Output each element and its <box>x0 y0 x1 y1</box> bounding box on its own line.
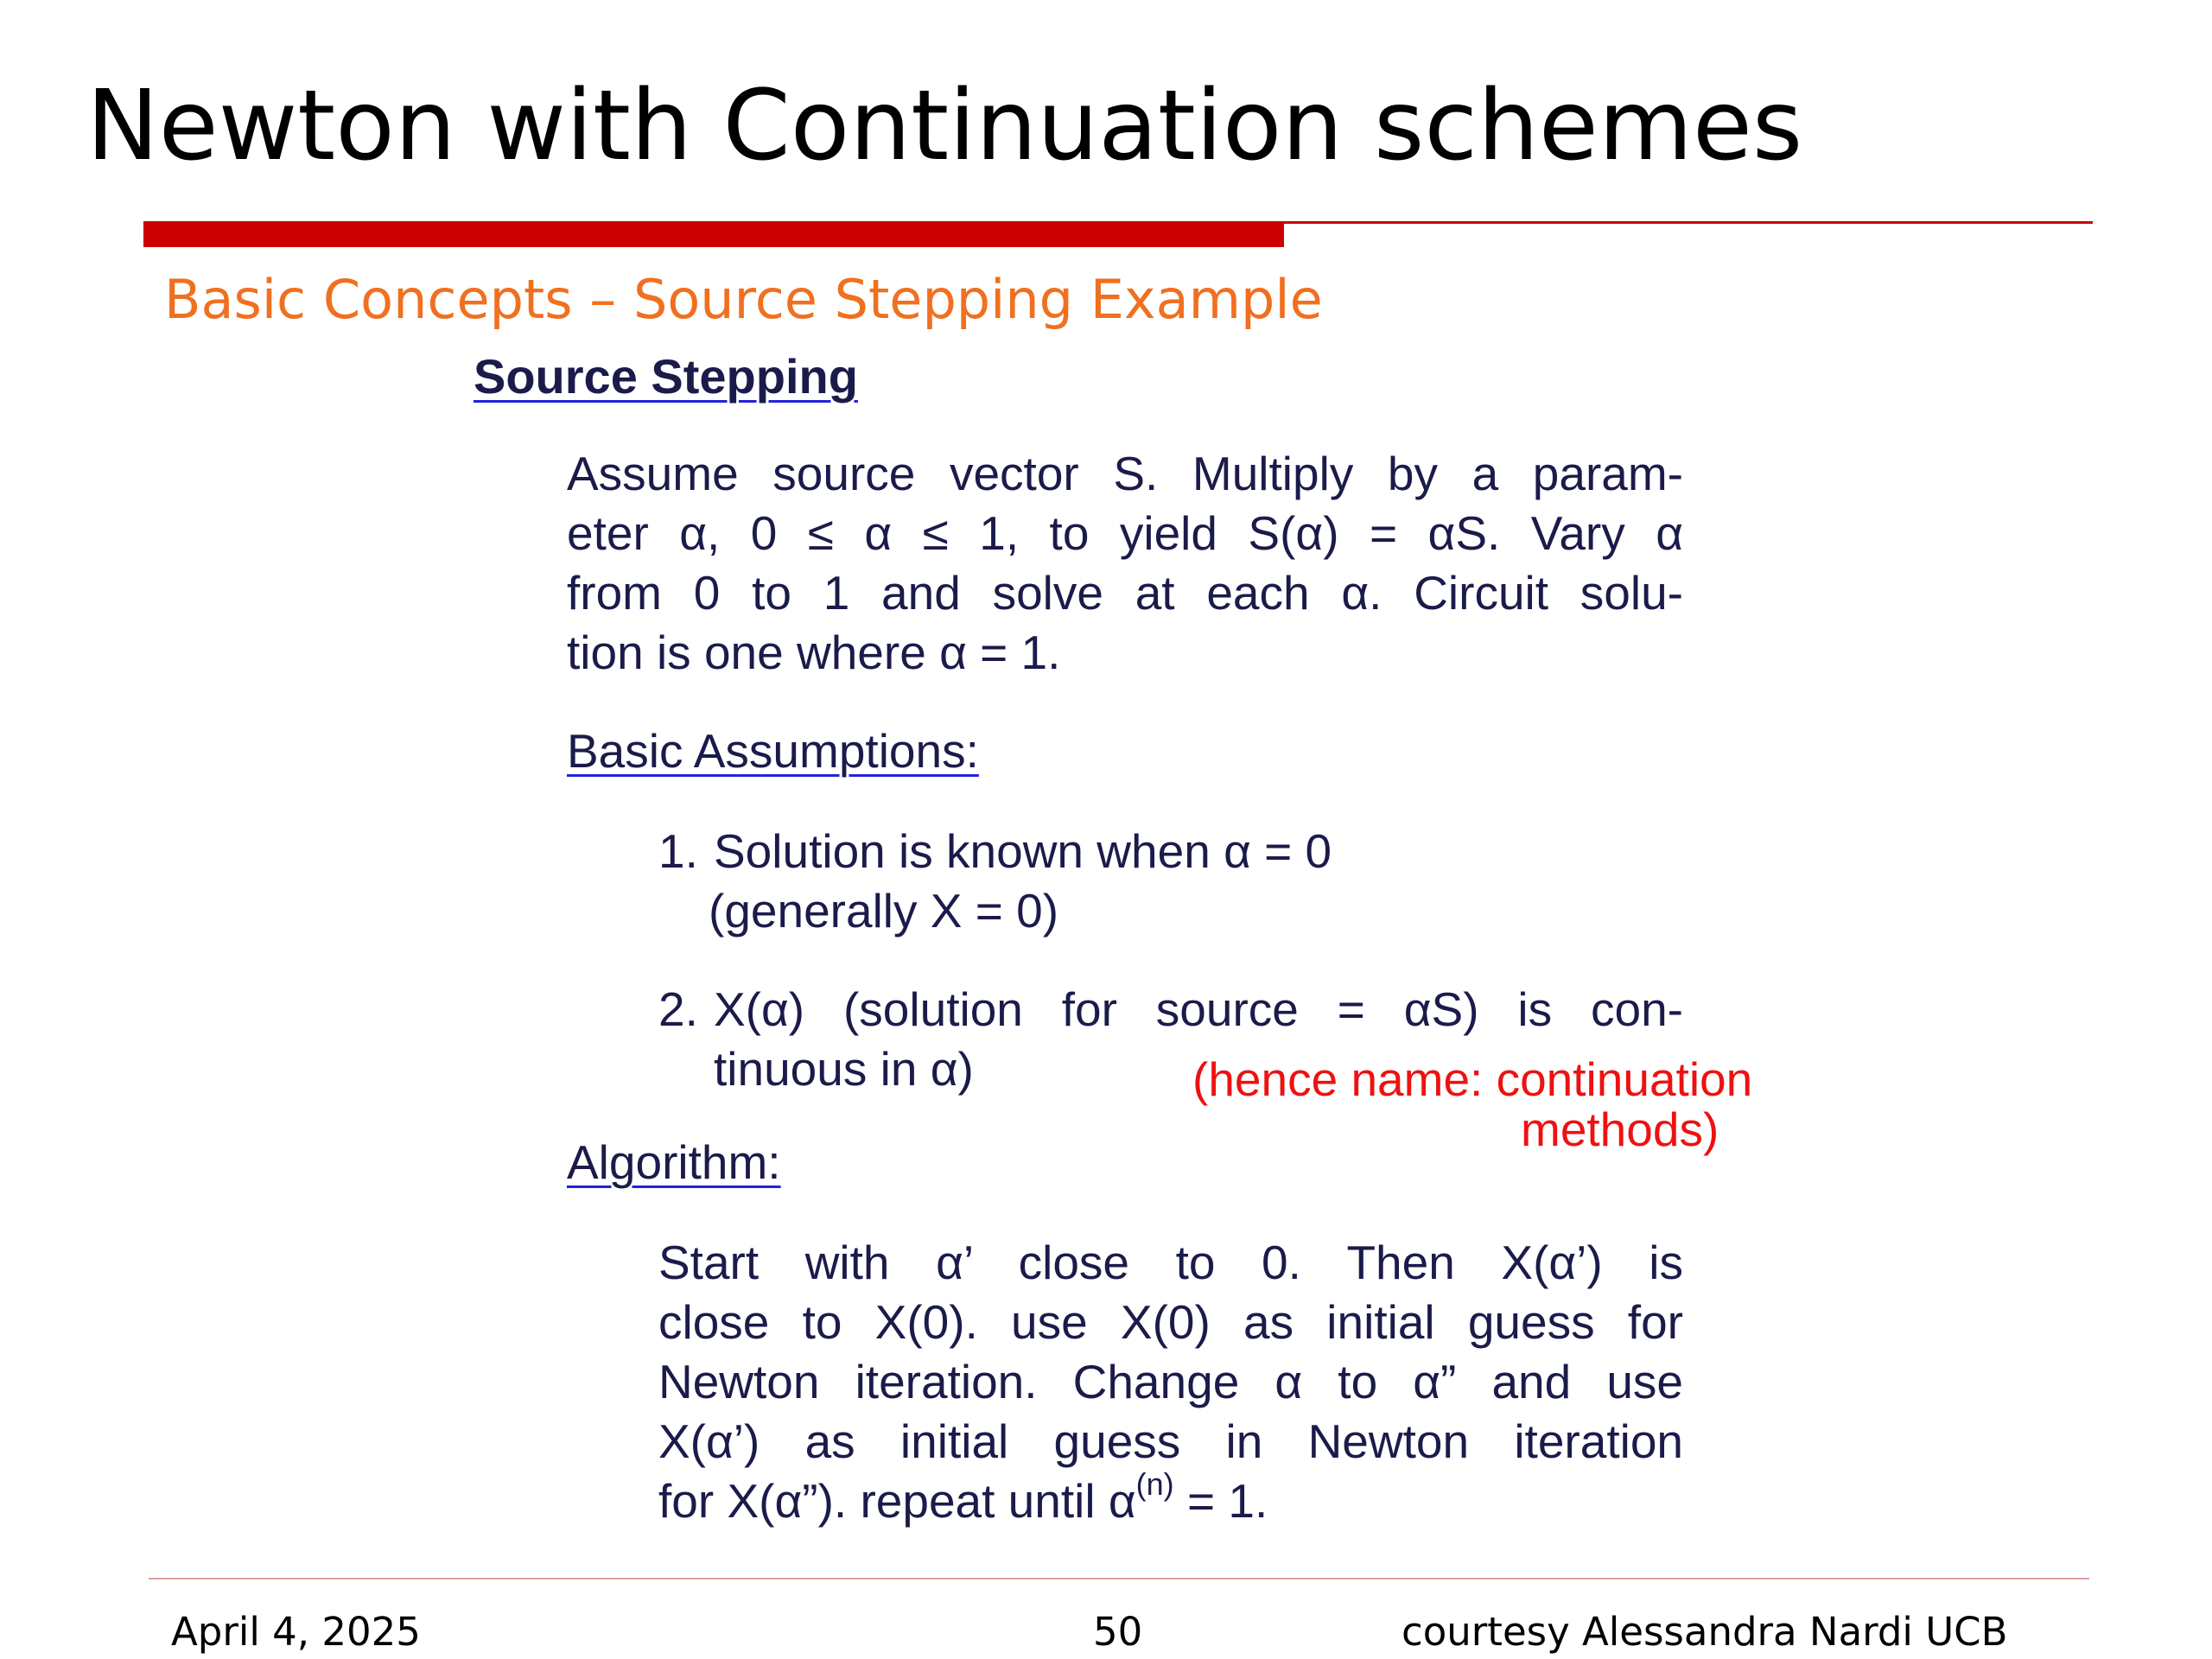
basic-assumptions-heading: Basic Assumptions: <box>567 724 979 778</box>
assumption-item-1 <box>658 822 1683 943</box>
footer-credit: courtesy Alessandra Nardi UCB <box>1402 1609 2008 1655</box>
algorithm-heading: Algorithm: <box>567 1135 781 1189</box>
assumption-text <box>709 822 1578 941</box>
assumption-line: Solution is known when α = 0 <box>714 824 1332 878</box>
paragraph-line: eter α, 0 ≤ α ≤ 1, to yield S(α) = αS. Vary α <box>567 506 1683 560</box>
source-stepping-paragraph <box>567 444 1683 683</box>
footer-divider <box>149 1578 2089 1580</box>
paragraph-line: tion is one where α = 1. <box>567 626 1061 679</box>
continuation-note-line-2: methods) <box>1521 1103 1719 1156</box>
paragraph-line: close to X(0). use X(0) as initial guess for <box>658 1295 1683 1349</box>
paragraph-line: Newton iteration. Change α to α” and use <box>658 1355 1683 1408</box>
final-line-suffix: = 1. <box>1173 1474 1268 1528</box>
assumption-line: (generally X = 0) <box>709 884 1059 938</box>
title-underline-thin <box>1284 221 2093 224</box>
paragraph-line: from 0 to 1 and solve at each α. Circuit solu- <box>567 566 1683 620</box>
continuation-note-line-1: (hence name: continuation <box>1192 1052 1753 1106</box>
slide-title: Newton with Continuation schemes <box>86 70 1803 182</box>
paragraph-line: Start with α’ close to 0. Then X(α’) is <box>658 1236 1683 1289</box>
paragraph-line: Assume source vector S. Multiply by a param- <box>567 447 1683 500</box>
paragraph-line-final <box>658 1466 1683 1531</box>
assumption-line: X(α) (solution for source = αS) is con- <box>714 982 1683 1036</box>
paragraph-line: X(α’) as initial guess in Newton iteration <box>658 1414 1683 1468</box>
source-stepping-heading: Source Stepping <box>474 349 858 404</box>
footer-date: April 4, 2025 <box>171 1609 421 1655</box>
assumption-number: 2. <box>658 982 698 1036</box>
algorithm-paragraph <box>658 1233 1683 1531</box>
assumption-number: 1. <box>658 824 698 878</box>
slide-subtitle: Basic Concepts – Source Stepping Example <box>164 268 1323 331</box>
final-line-prefix: for X(α”). repeat until α <box>658 1474 1136 1528</box>
title-underline-thick <box>143 221 1284 247</box>
footer-page-number: 50 <box>1093 1609 1143 1655</box>
superscript-n: (n) <box>1135 1466 1174 1502</box>
assumption-line: tinuous in α) <box>714 1042 974 1096</box>
